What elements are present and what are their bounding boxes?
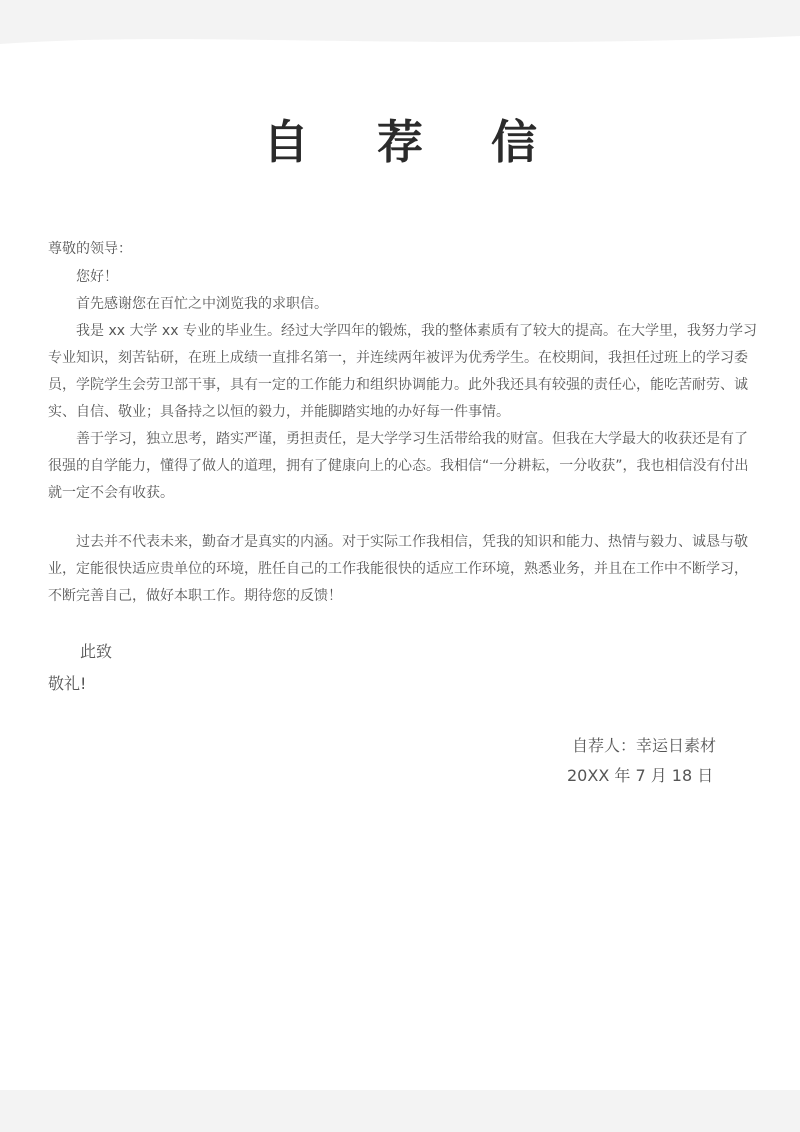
paragraph-intro: 首先感谢您在百忙之中浏览我的求职信。	[76, 296, 328, 312]
paragraph-qualities: 善于学习，独立思考，踏实严谨，勇担责任，是大学学习生活带给我的财富。但我在大学最大的收获还是有了很强的自学能力，懂得了做人的道理，拥有了健康向上的心态。我相信“一分耕耘，一分收获”，我也相信没有付出就一定不会有收获。	[48, 431, 749, 501]
top-wave-divider	[0, 0, 800, 60]
paragraph-conclusion: 过去并不代表未来，勤奋才是真实的内涵。对于实际工作我相信，凭我的知识和能力、热情与毅力、诚恳与敬业，定能很快适应贵单位的环境，胜任自己的工作我能很快的适应工作环境，熟悉业务，并且在工作中不断学习，不断完善自己，做好本职工作。期待您的反馈！	[48, 534, 748, 604]
closing-line-1: 此致	[80, 642, 113, 661]
salutation: 尊敬的领导：	[48, 241, 132, 257]
signer-name: 自荐人：幸运日素材	[572, 736, 717, 755]
bottom-decorative-band	[0, 1090, 800, 1132]
letter-date: 20XX 年 7 月 18 日	[567, 766, 714, 785]
greeting: 您好！	[76, 269, 118, 285]
letter-title: 自 荐 信	[262, 115, 564, 169]
paragraph-education: 我是 xx 大学 xx 专业的毕业生。经过大学四年的锻炼，我的整体素质有了较大的提高。在大学里，我努力学习专业知识，刻苦钻研，在班上成绩一直排名第一，并连续两年被评为优秀学生。在校期间，我担任过班上的学习委员，学院学生会劳卫部干事，具有一定的工作能力和组织协调能力。此外我还具有较强的责任心，能吃苦耐劳、诚实、自信、敬业；具备持之以恒的毅力，并能脚踏实地的办好每一件事情。	[48, 323, 757, 420]
closing-line-2: 敬礼!	[48, 674, 87, 693]
letter-body	[48, 291, 760, 610]
